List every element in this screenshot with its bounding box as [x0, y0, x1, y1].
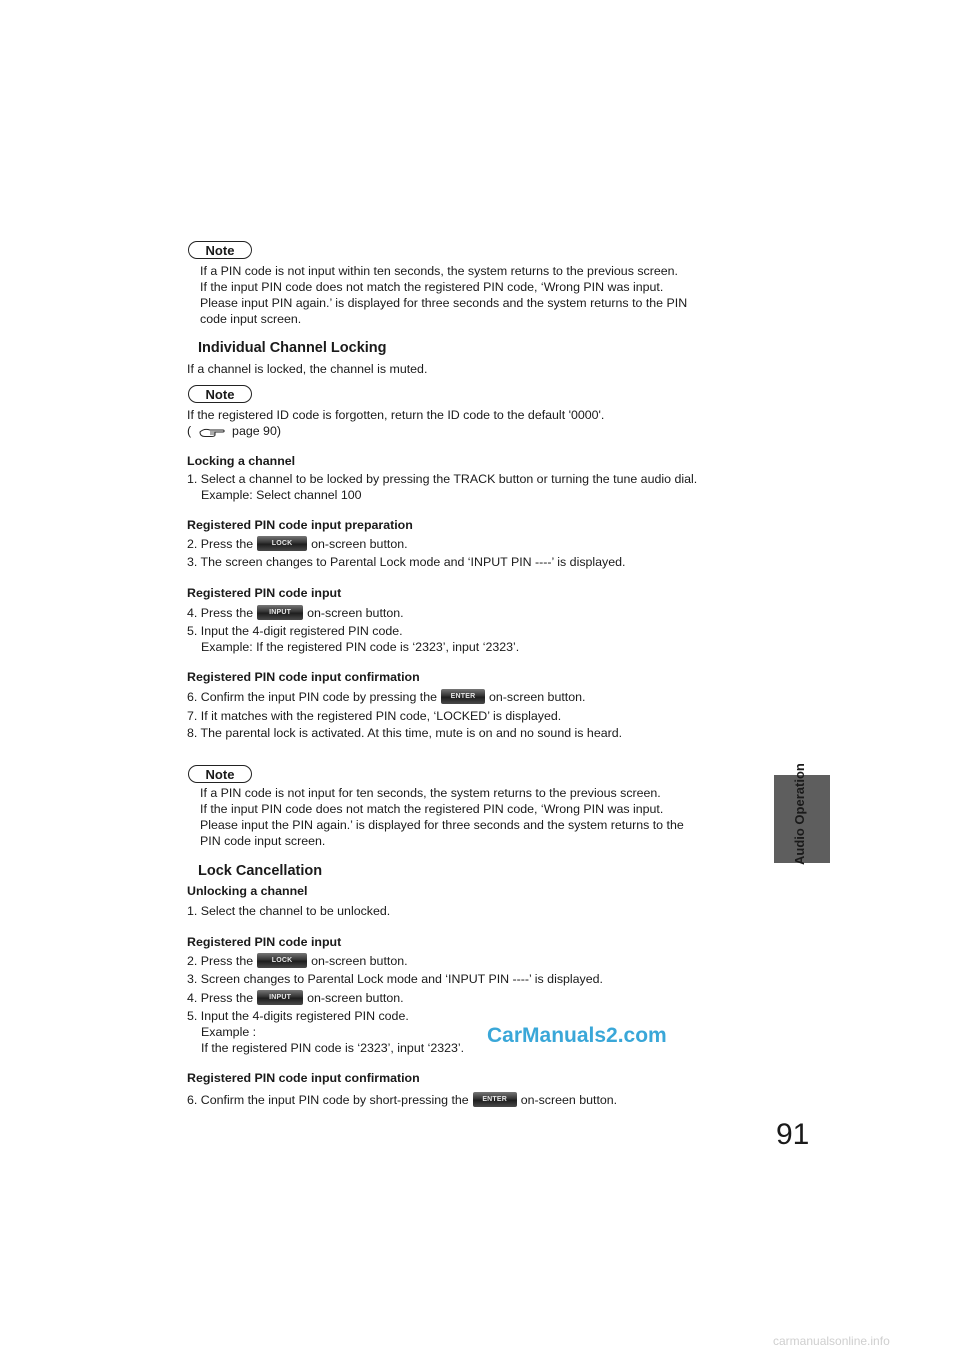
- pointing-hand-icon: [199, 426, 225, 437]
- step-example: Example :: [201, 1025, 257, 1039]
- side-tab-label: Audio Operation: [792, 763, 807, 865]
- step-text: on-screen button.: [307, 991, 404, 1005]
- step: 3. The screen changes to Parental Lock mode and ‘INPUT PIN ----’ is displayed.: [187, 555, 626, 569]
- side-tab-label-box: [779, 745, 827, 870]
- ref-open-paren: (: [187, 424, 192, 438]
- watermark: CarManuals2.com: [487, 1024, 667, 1047]
- note1-line: code input screen.: [200, 312, 302, 326]
- step: 1. Select a channel to be locked by pressing the TRACK button or turning the tune audio dial.: [187, 472, 698, 486]
- input-button: INPUT: [257, 990, 303, 1005]
- note1-line: If the input PIN code does not match the registered PIN code, ‘Wrong PIN was input.: [200, 280, 664, 294]
- section-intro: If a channel is locked, the channel is muted.: [187, 362, 428, 376]
- subheading: Registered PIN code input confirmation: [187, 670, 420, 684]
- step-text: 6. Confirm the input PIN code by pressing the: [187, 690, 438, 704]
- step-text: 6. Confirm the input PIN code by short-pressing the: [187, 1093, 469, 1107]
- step-text: 4. Press the: [187, 606, 254, 620]
- page-number: 91: [776, 1118, 810, 1151]
- step-text: 2. Press the: [187, 537, 254, 551]
- enter-button: ENTER: [441, 689, 485, 704]
- input-button: INPUT: [257, 605, 303, 620]
- note3-line: PIN code input screen.: [200, 834, 326, 848]
- note2-line: If the registered ID code is forgotten, return the ID code to the default '0000'.: [187, 408, 605, 422]
- subheading: Registered PIN code input: [187, 586, 342, 600]
- step-text: on-screen button.: [520, 1093, 618, 1107]
- note2-reference: [187, 423, 281, 439]
- step: 5. Input the 4-digits registered PIN code.: [187, 1009, 409, 1023]
- lock-button: LOCK: [257, 953, 307, 968]
- subheading: Unlocking a channel: [187, 884, 308, 898]
- step-text: on-screen button.: [311, 537, 408, 551]
- step-example: Example: If the registered PIN code is ‘2323’, input ‘2323’.: [201, 640, 520, 654]
- step: 3. Screen changes to Parental Lock mode and ‘INPUT PIN ----’ is displayed.: [187, 972, 603, 986]
- step-text: 4. Press the: [187, 991, 254, 1005]
- step-text: on-screen button.: [489, 690, 586, 704]
- step: 1. Select the channel to be unlocked.: [187, 904, 391, 918]
- step-text: on-screen button.: [311, 954, 408, 968]
- ref-page: page 90): [232, 424, 281, 438]
- step: [187, 953, 408, 969]
- step: [187, 1092, 617, 1108]
- section-title: Lock Cancellation: [198, 863, 323, 879]
- subheading: Registered PIN code input: [187, 935, 342, 949]
- note1-line: If a PIN code is not input within ten seconds, the system returns to the previous screen.: [200, 264, 678, 278]
- step: [187, 689, 585, 705]
- section-title: Individual Channel Locking: [198, 340, 387, 356]
- note3-line: If a PIN code is not input for ten seconds, the system returns to the previous screen.: [200, 786, 661, 800]
- note3-line: If the input PIN code does not match the registered PIN code, ‘Wrong PIN was input.: [200, 802, 664, 816]
- step: 7. If it matches with the registered PIN code, ‘LOCKED’ is displayed.: [187, 709, 562, 723]
- step-text: on-screen button.: [307, 606, 404, 620]
- note3-line: Please input the PIN again.’ is displayed for three seconds and the system returns to the: [200, 818, 684, 832]
- step: 8. The parental lock is activated. At this time, mute is on and no sound is heard.: [187, 726, 623, 740]
- footer-watermark: carmanualsonline.info: [773, 1334, 890, 1348]
- subheading: Registered PIN code input preparation: [187, 518, 413, 532]
- step-text: 2. Press the: [187, 954, 254, 968]
- lock-button: LOCK: [257, 536, 307, 551]
- step-example: If the registered PIN code is ‘2323’, input ‘2323’.: [201, 1041, 465, 1055]
- subheading: Locking a channel: [187, 454, 296, 468]
- subheading: Registered PIN code input confirmation: [187, 1071, 420, 1085]
- step: [187, 536, 408, 552]
- step: [187, 605, 404, 621]
- step: [187, 990, 404, 1006]
- note1-line: Please input PIN again.’ is displayed for three seconds and the system returns to the PIN: [200, 296, 688, 310]
- step-example: Example: Select channel 100: [201, 488, 362, 502]
- step: 5. Input the 4-digit registered PIN code.: [187, 624, 403, 638]
- note-badge: Note: [188, 765, 252, 783]
- note-badge: Note: [188, 241, 252, 259]
- enter-button: ENTER: [473, 1092, 517, 1107]
- note-badge: Note: [188, 385, 252, 403]
